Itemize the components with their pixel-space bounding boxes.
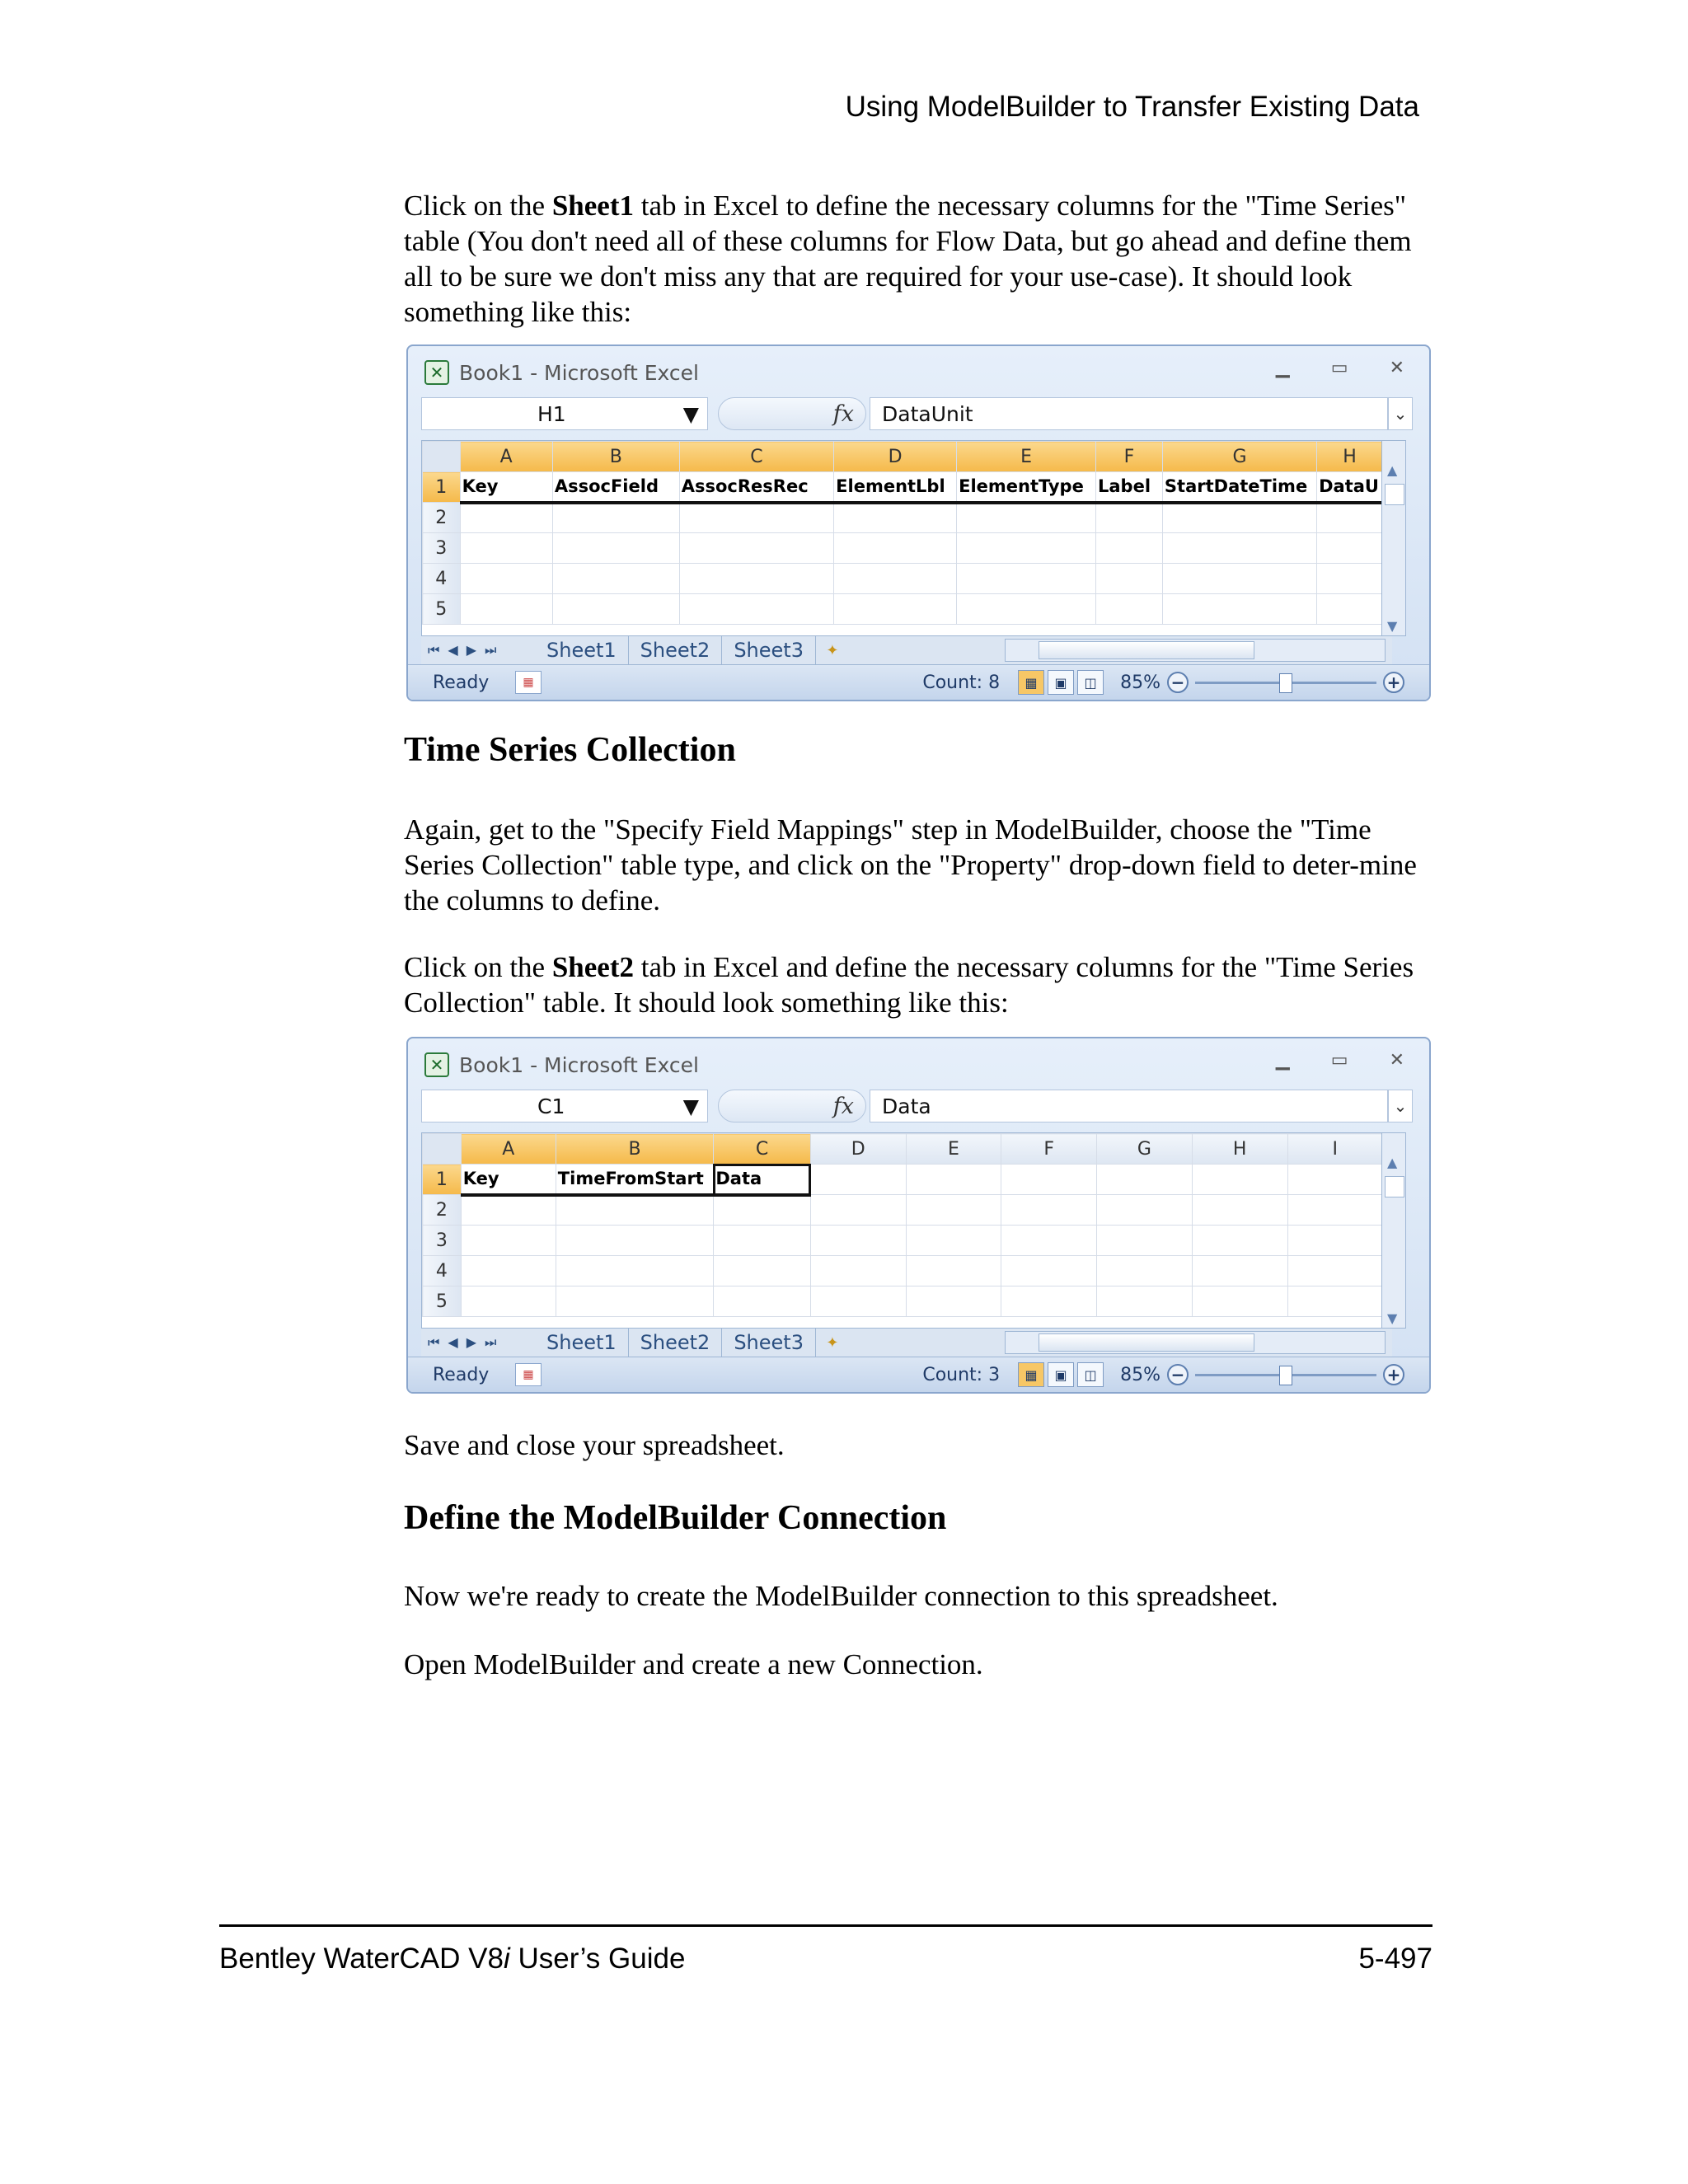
zoom-out-icon[interactable]: − (1167, 672, 1189, 693)
close-icon[interactable]: ✕ (1389, 1050, 1404, 1071)
zoom-track[interactable] (1195, 1374, 1376, 1376)
sheet-tabs (421, 636, 1392, 664)
row-header-3[interactable]: 3 (423, 533, 461, 564)
column-header-a[interactable]: A (460, 442, 552, 472)
scroll-down-icon[interactable]: ▼ (1387, 618, 1398, 634)
status-bar (408, 664, 1429, 700)
table-row (423, 472, 1383, 503)
paragraph-text: tab in Excel to define the necessary columns for the "Time Series" table (You don't need all of these columns for Flow Data, but go ahead and define them all to be sure we don't miss any that are required for your use-case). It should look something like this: (404, 190, 1412, 328)
cell-g3[interactable] (1096, 1226, 1192, 1256)
cell-h4[interactable] (1192, 1256, 1287, 1286)
page-layout-icon[interactable]: ▣ (1048, 670, 1074, 695)
cell-c1[interactable]: Data (714, 1165, 810, 1195)
cell-f1[interactable]: Label (1096, 472, 1163, 503)
minimize-icon[interactable]: ▁ (1275, 358, 1290, 378)
table-row (423, 533, 1383, 564)
row-header-1[interactable]: 1 (423, 472, 461, 503)
cell-a2[interactable] (461, 1195, 556, 1226)
dropdown-arrow-icon[interactable]: ▼ (682, 401, 699, 426)
cell-b2[interactable] (556, 1195, 714, 1226)
horizontal-scrollbar[interactable] (1005, 639, 1386, 662)
footer-italic-i: i (503, 1943, 510, 1975)
page-break-icon[interactable]: ◫ (1077, 670, 1104, 695)
cell-f5[interactable] (1096, 594, 1163, 625)
cell-e2[interactable] (957, 503, 1096, 533)
cell-f1[interactable] (1001, 1165, 1097, 1195)
scroll-thumb[interactable] (1039, 1333, 1254, 1352)
maximize-icon[interactable]: ▭ (1330, 1050, 1348, 1071)
cell-b2[interactable] (552, 503, 679, 533)
name-box-value: C1 (537, 1094, 565, 1118)
cell-e4[interactable] (906, 1256, 1001, 1286)
cell-f2[interactable] (1096, 503, 1163, 533)
table-row (423, 594, 1383, 625)
cell-e1[interactable]: ElementType (957, 472, 1096, 503)
table-row (423, 503, 1383, 533)
row-header-1[interactable]: 1 (423, 1165, 462, 1195)
cell-g2[interactable] (1162, 503, 1316, 533)
page-break-icon[interactable]: ◫ (1077, 1362, 1104, 1387)
row-header-4[interactable]: 4 (423, 564, 461, 594)
column-header-f[interactable]: F (1096, 442, 1163, 472)
cell-e5[interactable] (906, 1286, 1001, 1317)
tab-sheet3[interactable]: Sheet3 (722, 636, 816, 664)
tab-navigation-icon[interactable]: ⏮◀▶⏭ (428, 642, 505, 658)
title-bar (424, 1050, 699, 1080)
cell-g5[interactable] (1162, 594, 1316, 625)
scroll-down-icon[interactable]: ▼ (1387, 1310, 1398, 1326)
column-header-d[interactable]: D (810, 1134, 906, 1165)
footer-guide-title (219, 1943, 685, 1975)
page-layout-icon[interactable]: ▣ (1048, 1362, 1074, 1387)
cell-a2[interactable] (460, 503, 552, 533)
cell-d5[interactable] (834, 594, 957, 625)
paragraph-ready: Now we're ready to create the ModelBuilder connection to this spreadsheet. (404, 1580, 1278, 1612)
cell-c3[interactable] (714, 1226, 810, 1256)
name-box[interactable] (421, 1090, 708, 1122)
footer-text: Bentley WaterCAD V8 (219, 1943, 504, 1975)
view-buttons (1018, 670, 1104, 695)
zoom-level[interactable]: 85% (1120, 672, 1160, 693)
zoom-in-icon[interactable]: + (1383, 1364, 1404, 1385)
cell-f3[interactable] (1096, 533, 1163, 564)
cell-f4[interactable] (1096, 564, 1163, 594)
cell-g2[interactable] (1096, 1195, 1192, 1226)
cell-b5[interactable] (552, 594, 679, 625)
column-header-b[interactable]: B (556, 1134, 714, 1165)
cell-c3[interactable] (679, 533, 833, 564)
excel-logo-icon: ✕ (424, 360, 449, 385)
insert-function-button[interactable] (718, 397, 866, 430)
formula-bar (421, 1088, 1413, 1124)
paragraph-sheet2 (404, 949, 1434, 1020)
title-bar (424, 358, 699, 387)
select-all-corner[interactable] (423, 1134, 462, 1165)
cell-h5[interactable] (1192, 1286, 1287, 1317)
name-box-value: H1 (537, 401, 566, 426)
cell-b3[interactable] (552, 533, 679, 564)
excel-window-2 (406, 1037, 1431, 1394)
table-row (423, 1195, 1383, 1226)
cell-c1[interactable]: AssocResRec (679, 472, 833, 503)
tab-navigation-icon[interactable]: ⏮◀▶⏭ (428, 1334, 505, 1350)
cell-a5[interactable] (461, 1286, 556, 1317)
paragraph-text: tab in Excel and define the necessary columns for the "Time Series Collection" table. It should look something like this: (404, 951, 1414, 1019)
cell-d4[interactable] (810, 1256, 906, 1286)
column-header-c[interactable]: C (714, 1134, 810, 1165)
heading-define-connection: Define the ModelBuilder Connection (404, 1499, 947, 1537)
cell-f4[interactable] (1001, 1256, 1097, 1286)
row-header-2[interactable]: 2 (423, 1195, 462, 1226)
cell-a1[interactable]: Key (461, 1165, 556, 1195)
cell-c4[interactable] (679, 564, 833, 594)
cell-f5[interactable] (1001, 1286, 1097, 1317)
cell-e4[interactable] (957, 564, 1096, 594)
column-header-f[interactable]: F (1001, 1134, 1097, 1165)
cell-table (422, 1133, 1383, 1317)
cell-g4[interactable] (1096, 1256, 1192, 1286)
zoom-slider[interactable] (1167, 1364, 1404, 1385)
cell-a3[interactable] (461, 1226, 556, 1256)
paragraph-save-close: Save and close your spreadsheet. (404, 1429, 785, 1461)
view-buttons (1018, 1362, 1104, 1387)
column-header-e[interactable]: E (957, 442, 1096, 472)
close-icon[interactable]: ✕ (1389, 358, 1404, 378)
paragraph-field-mappings: Again, get to the "Specify Field Mappings" step in ModelBuilder, choose the "Time Series Collection" table type, and click on the "Property" drop-down field to deter-mine the columns to define. (404, 813, 1417, 916)
insert-sheet-icon[interactable]: ✦ (826, 1333, 839, 1352)
zoom-knob[interactable] (1279, 673, 1292, 693)
zoom-knob[interactable] (1279, 1366, 1292, 1385)
cell-a1[interactable]: Key (460, 472, 552, 503)
zoom-slider[interactable] (1167, 672, 1404, 693)
minimize-icon[interactable]: ▁ (1275, 1050, 1290, 1071)
cell-i1[interactable] (1287, 1165, 1382, 1195)
cell-c5[interactable] (714, 1286, 810, 1317)
normal-view-icon[interactable]: ▦ (1018, 670, 1044, 695)
cell-d3[interactable] (810, 1226, 906, 1256)
vertical-scrollbar[interactable] (1381, 1132, 1406, 1329)
cell-g1[interactable]: StartDateTime (1162, 472, 1316, 503)
scroll-thumb[interactable] (1039, 641, 1254, 659)
formula-input[interactable]: DataUnit (870, 397, 1388, 430)
count-readout: Count: 3 (922, 1364, 1001, 1385)
status-text: Ready (433, 672, 490, 693)
sheet1-bold: Sheet1 (551, 190, 634, 222)
insert-sheet-icon[interactable]: ✦ (826, 641, 839, 659)
cell-g4[interactable] (1162, 564, 1316, 594)
cell-d2[interactable] (834, 503, 957, 533)
zoom-level[interactable]: 85% (1120, 1364, 1160, 1385)
cell-i2[interactable] (1287, 1195, 1382, 1226)
dropdown-arrow-icon[interactable]: ▼ (682, 1094, 699, 1118)
spreadsheet-grid[interactable] (421, 1132, 1384, 1329)
excel-logo-icon: ✕ (424, 1052, 449, 1077)
cell-h4[interactable] (1317, 564, 1383, 594)
maximize-icon[interactable]: ▭ (1330, 358, 1348, 378)
cell-h5[interactable] (1317, 594, 1383, 625)
footer-text: User’s Guide (509, 1943, 686, 1975)
cell-d1[interactable] (810, 1165, 906, 1195)
cell-g1[interactable] (1096, 1165, 1192, 1195)
tab-sheet1[interactable]: Sheet1 (535, 1329, 629, 1357)
cell-c2[interactable] (679, 503, 833, 533)
row-header-4[interactable]: 4 (423, 1256, 462, 1286)
count-readout: Count: 8 (922, 672, 1001, 693)
cell-b5[interactable] (556, 1286, 714, 1317)
paragraph-sheet1 (404, 188, 1434, 330)
column-header-c[interactable]: C (679, 442, 833, 472)
column-header-a[interactable]: A (461, 1134, 556, 1165)
tab-sheet2[interactable]: Sheet2 (629, 1329, 723, 1357)
cell-e1[interactable] (906, 1165, 1001, 1195)
cell-h3[interactable] (1192, 1226, 1287, 1256)
cell-c2[interactable] (714, 1195, 810, 1226)
column-header-h[interactable]: H (1192, 1134, 1287, 1165)
column-header-g[interactable]: G (1096, 1134, 1192, 1165)
cell-e2[interactable] (906, 1195, 1001, 1226)
tab-sheet1[interactable]: Sheet1 (535, 636, 629, 664)
vertical-scrollbar[interactable] (1381, 440, 1406, 636)
column-header-i[interactable]: I (1287, 1134, 1382, 1165)
formula-input[interactable]: Data (870, 1090, 1388, 1122)
cell-b4[interactable] (552, 564, 679, 594)
cell-c5[interactable] (679, 594, 833, 625)
spreadsheet-grid[interactable] (421, 440, 1384, 636)
table-row (423, 1165, 1383, 1195)
cell-h2[interactable] (1317, 503, 1383, 533)
cell-g3[interactable] (1162, 533, 1316, 564)
scroll-up-icon[interactable]: ▲ (1387, 1155, 1398, 1170)
cell-g5[interactable] (1096, 1286, 1192, 1317)
cell-h1[interactable]: DataU (1317, 472, 1383, 503)
cell-d2[interactable] (810, 1195, 906, 1226)
cell-a3[interactable] (460, 533, 552, 564)
scroll-thumb[interactable] (1385, 1176, 1404, 1197)
footer-rule (219, 1924, 1432, 1927)
expand-formula-icon[interactable]: ⌄ (1388, 397, 1413, 430)
heading-time-series-collection: Time Series Collection (404, 731, 736, 769)
window-title: Book1 - Microsoft Excel (459, 1052, 699, 1077)
page-number: 5-497 (1358, 1943, 1432, 1975)
cell-h3[interactable] (1317, 533, 1383, 564)
window-title: Book1 - Microsoft Excel (459, 360, 699, 385)
cell-i5[interactable] (1287, 1286, 1382, 1317)
row-header-5[interactable]: 5 (423, 1286, 462, 1317)
excel-window-1 (406, 344, 1431, 701)
cell-a4[interactable] (461, 1256, 556, 1286)
cell-f3[interactable] (1001, 1226, 1097, 1256)
cell-a5[interactable] (460, 594, 552, 625)
cell-e5[interactable] (957, 594, 1096, 625)
cell-b1[interactable]: TimeFromStart (556, 1165, 714, 1195)
row-header-5[interactable]: 5 (423, 594, 461, 625)
cell-d5[interactable] (810, 1286, 906, 1317)
cell-i3[interactable] (1287, 1226, 1382, 1256)
window-controls (1276, 358, 1404, 378)
running-header: Using ModelBuilder to Transfer Existing Data (845, 91, 1419, 123)
cell-c4[interactable] (714, 1256, 810, 1286)
cell-d3[interactable] (834, 533, 957, 564)
paragraph-text: Click on the (404, 951, 552, 983)
column-header-h[interactable]: H (1317, 442, 1383, 472)
cell-e3[interactable] (957, 533, 1096, 564)
cell-b4[interactable] (556, 1256, 714, 1286)
column-header-b[interactable]: B (552, 442, 679, 472)
table-row (423, 1226, 1383, 1256)
row-header-3[interactable]: 3 (423, 1226, 462, 1256)
paragraph-text: Click on the (404, 190, 552, 222)
row-header-2[interactable]: 2 (423, 503, 461, 533)
cell-d4[interactable] (834, 564, 957, 594)
zoom-in-icon[interactable]: + (1383, 672, 1404, 693)
column-header-g[interactable]: G (1162, 442, 1316, 472)
expand-formula-icon[interactable]: ⌄ (1388, 1090, 1413, 1122)
column-header-d[interactable]: D (834, 442, 957, 472)
cell-b3[interactable] (556, 1226, 714, 1256)
zoom-out-icon[interactable]: − (1167, 1364, 1189, 1385)
cell-d1[interactable]: ElementLbl (834, 472, 957, 503)
cell-h2[interactable] (1192, 1195, 1287, 1226)
macro-record-icon[interactable]: ▦ (515, 1363, 542, 1386)
fx-icon: fx (832, 1093, 854, 1119)
table-row (423, 1286, 1383, 1317)
sheet-tabs (421, 1329, 1392, 1357)
scroll-thumb[interactable] (1385, 484, 1404, 505)
normal-view-icon[interactable]: ▦ (1018, 1362, 1044, 1387)
name-box[interactable] (421, 397, 708, 430)
macro-record-icon[interactable]: ▦ (515, 671, 542, 694)
sheet2-bold: Sheet2 (551, 951, 634, 983)
insert-function-button[interactable] (718, 1090, 866, 1122)
cell-e3[interactable] (906, 1226, 1001, 1256)
fx-icon: fx (832, 401, 854, 427)
zoom-track[interactable] (1195, 682, 1376, 684)
cell-b1[interactable]: AssocField (552, 472, 679, 503)
status-text: Ready (433, 1364, 490, 1385)
tab-sheet2[interactable]: Sheet2 (629, 636, 723, 664)
scroll-up-icon[interactable]: ▲ (1387, 462, 1398, 478)
tab-sheet3[interactable]: Sheet3 (722, 1329, 816, 1357)
table-row (423, 1256, 1383, 1286)
status-bar (408, 1357, 1429, 1392)
cell-a4[interactable] (460, 564, 552, 594)
column-header-e[interactable]: E (906, 1134, 1001, 1165)
cell-h1[interactable] (1192, 1165, 1287, 1195)
cell-f2[interactable] (1001, 1195, 1097, 1226)
select-all-corner[interactable] (423, 442, 461, 472)
horizontal-scrollbar[interactable] (1005, 1331, 1386, 1354)
cell-table (422, 441, 1383, 625)
paragraph-open-modelbuilder: Open ModelBuilder and create a new Connection. (404, 1648, 983, 1680)
cell-i4[interactable] (1287, 1256, 1382, 1286)
formula-bar (421, 396, 1413, 432)
window-controls (1276, 1050, 1404, 1071)
table-row (423, 564, 1383, 594)
